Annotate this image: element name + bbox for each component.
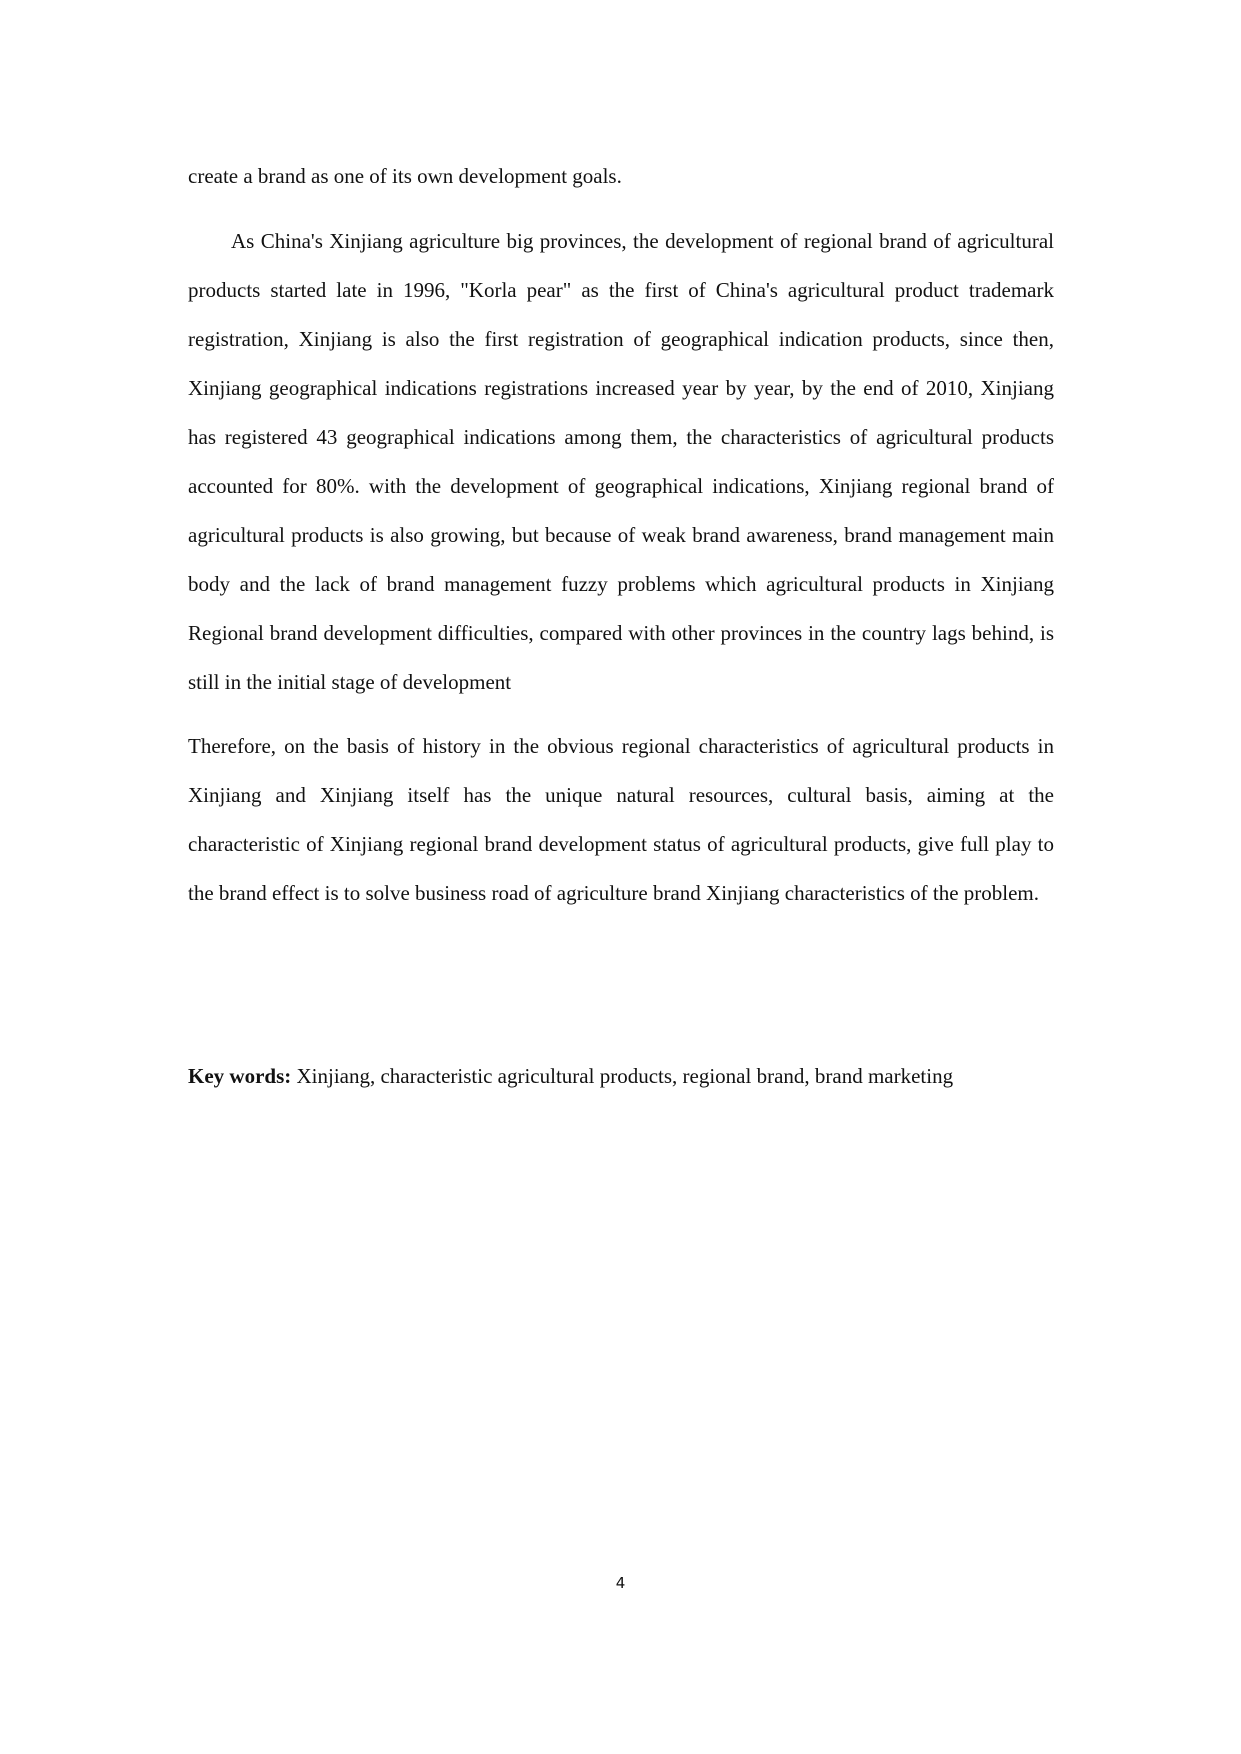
page-number: 4 [615, 1574, 626, 1592]
paragraph-conclusion: Therefore, on the basis of history in the obvious regional characteristics of agricultural products in Xinjiang and Xinjiang itself has the unique natural resources, cultural basis, aiming at the characteristic of Xinjiang regional brand development status of agricultural products, give full play to the brand effect is to solve business road of agriculture brand Xinjiang characteristics of the problem. [188, 734, 1054, 905]
keywords-label: Key words: [188, 1064, 292, 1088]
keywords-line [188, 1052, 1054, 1101]
paragraph-background: As China's Xinjiang agriculture big provinces, the development of regional brand of agricultural products started late in 1996, "Korla pear" as the first of China's agricultural product trademark registration, Xinjiang is also the first registration of geographical indication products, since then, Xinjiang geographical indications registrations increased year by year, by the end of 2010, Xinjiang has registered 43 geographical indications among them, the characteristics of agricultural products accounted for 80%. with the development of geographical indications, Xinjiang regional brand of agricultural products is also growing, but because of weak brand awareness, brand management main body and the lack of brand management fuzzy problems which agricultural products in Xinjiang Regional brand development difficulties, compared with other provinces in the country lags behind, is still in the initial stage of development [188, 229, 1054, 694]
paragraph-continuation: create a brand as one of its own development goals. [188, 164, 622, 188]
keywords-text: Xinjiang, characteristic agricultural products, regional brand, brand marketing [291, 1064, 954, 1088]
